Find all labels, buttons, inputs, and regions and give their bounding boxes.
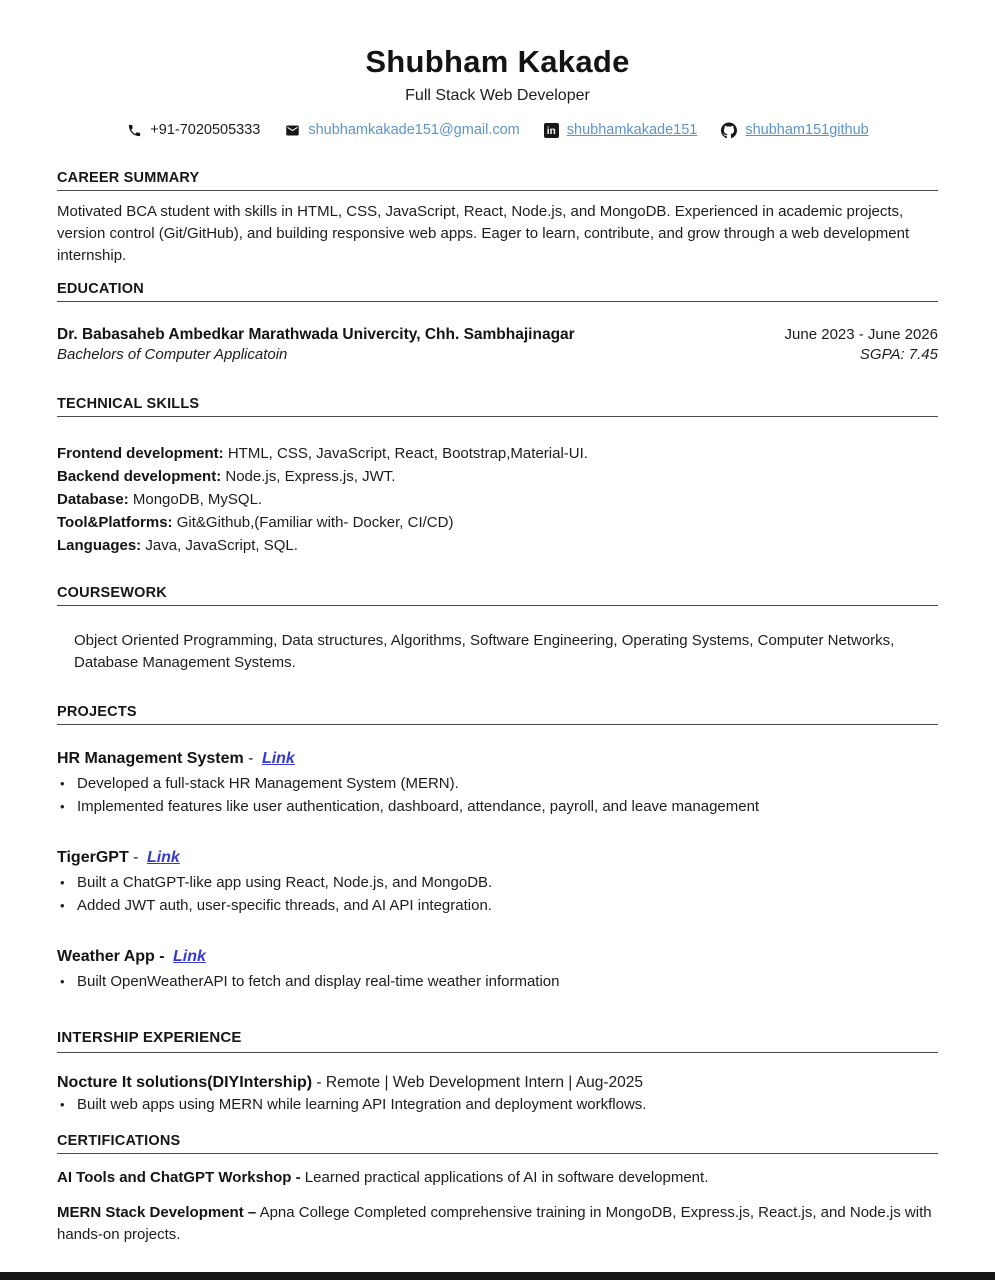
internship-bullet: • Built web apps using MERN while learning API Integration and deployment workflows. [57,1093,938,1116]
skill-value: Git&Github,(Familiar with- Docker, CI/CD) [172,514,454,531]
skill-label: Database: [57,491,129,508]
project-bullet: • Built OpenWeatherAPI to fetch and display real-time weather information [57,970,938,993]
internship-bullets [57,1093,938,1116]
project-link[interactable]: Link [146,849,180,866]
education-degree: Bachelors of Computer Applicatoin [57,346,288,363]
contact-email [284,122,519,138]
project-tigergpt [57,849,938,917]
contact-row [57,122,938,138]
section-technical-skills [57,396,938,557]
technical-skills-heading: TECHNICAL SKILLS [57,396,938,417]
project-bullet: • Developed a full-stack HR Management System (MERN). [57,772,938,795]
page-bottom-edge [0,1272,995,1280]
education-degree-row [57,346,938,363]
project-title-line [57,948,938,966]
education-sgpa: SGPA: 7.45 [859,346,938,363]
phone-icon [126,122,142,138]
skill-value: MongoDB, MySQL. [128,491,263,508]
github-icon [721,122,737,138]
skill-value: Java, JavaScript, SQL. [141,537,298,554]
certification-description: Learned practical applications of AI in software development. [300,1169,709,1186]
certification-mern-stack [57,1202,938,1246]
career-summary-heading: CAREER SUMMARY [57,170,938,191]
skill-row-database [57,488,938,511]
skills-list [57,442,938,557]
project-bullets [57,772,938,818]
internship-entry [57,1074,938,1092]
certification-title: AI Tools and ChatGPT Workshop - [57,1169,301,1186]
skill-label: Languages: [57,537,142,554]
skill-row-languages [57,534,938,557]
project-bullet: • Added JWT auth, user-specific threads, and AI API integration. [57,894,938,917]
project-weather-app [57,948,938,993]
project-name: TigerGPT [57,849,129,866]
project-dash [165,948,169,965]
linkedin-link[interactable]: shubhamkakade151 [566,122,698,138]
internship-details: - Remote | Web Development Intern | Aug-2025 [312,1074,643,1091]
linkedin-icon: in [544,123,559,138]
skill-row-tools [57,511,938,534]
internship-heading: INTERSHIP EXPERIENCE [57,1029,938,1053]
certification-description: Apna College Completed comprehensive training in MongoDB, Express.js, React.js, and Node.js with hands-on projects. [57,1204,932,1243]
education-institution: Dr. Babasaheb Ambedkar Marathwada Univercity, Chh. Sambhajinagar [57,326,575,343]
project-title-line [57,750,938,768]
section-coursework [57,585,938,674]
contact-phone [126,122,260,138]
project-name: Weather App - [57,948,165,965]
project-name: HR Management System [57,750,244,767]
skill-value: Node.js, Express.js, JWT. [221,468,396,485]
coursework-heading: COURSEWORK [57,585,938,606]
skill-value: HTML, CSS, JavaScript, React, Bootstrap,Material-UI. [223,445,588,462]
section-internship [57,1029,938,1116]
education-entry [57,326,938,344]
contact-linkedin [544,122,698,138]
section-certifications [57,1133,938,1246]
skill-label: Tool&Platforms: [57,514,173,531]
education-dates: June 2023 - June 2026 [784,326,938,343]
skill-row-frontend [57,442,938,465]
certification-ai-tools [57,1167,938,1189]
github-link[interactable]: shubham151github [745,122,869,138]
project-link[interactable]: Link [261,750,295,767]
section-projects [57,704,938,993]
skill-label: Backend development: [57,468,222,485]
contact-github [721,122,868,138]
project-bullets [57,970,938,993]
project-bullet: • Built a ChatGPT-like app using React, Node.js, and MongoDB. [57,871,938,894]
certification-title: MERN Stack Development – [57,1204,257,1221]
section-career-summary [57,170,938,267]
project-bullet: • Implemented features like user authentication, dashboard, attendance, payroll, and leave management [57,795,938,818]
internship-company: Nocture It solutions(DIYIntership) [57,1074,313,1091]
phone-number: +91-7020505333 [150,122,261,138]
candidate-name: Shubham Kakade [365,44,630,79]
section-education [57,281,938,363]
project-dash: - [128,849,143,866]
resume-header [57,44,938,138]
project-dash: - [243,750,258,767]
career-summary-text: Motivated BCA student with skills in HTML, CSS, JavaScript, React, Node.js, and MongoDB. Experienced in academic projects, version control (Git/GitHub), and building responsive web apps. Eager to learn, contribute, and grow through a web development internship. [57,203,910,264]
email-link[interactable]: shubhamkakade151@gmail.com [308,122,520,138]
certifications-heading: CERTIFICATIONS [57,1133,938,1154]
project-hr-management [57,750,938,818]
candidate-title: Full Stack Web Developer [405,87,590,104]
skill-label: Frontend development: [57,445,224,462]
project-link[interactable]: Link [173,948,206,965]
project-title-line [57,849,938,867]
education-heading: EDUCATION [57,281,938,302]
coursework-text: Object Oriented Programming, Data structures, Algorithms, Software Engineering, Operating Systems, Computer Networks, Database Management Systems. [74,632,895,671]
skill-row-backend [57,465,938,488]
envelope-icon [284,122,300,138]
project-bullets [57,871,938,917]
projects-heading: PROJECTS [57,704,938,725]
